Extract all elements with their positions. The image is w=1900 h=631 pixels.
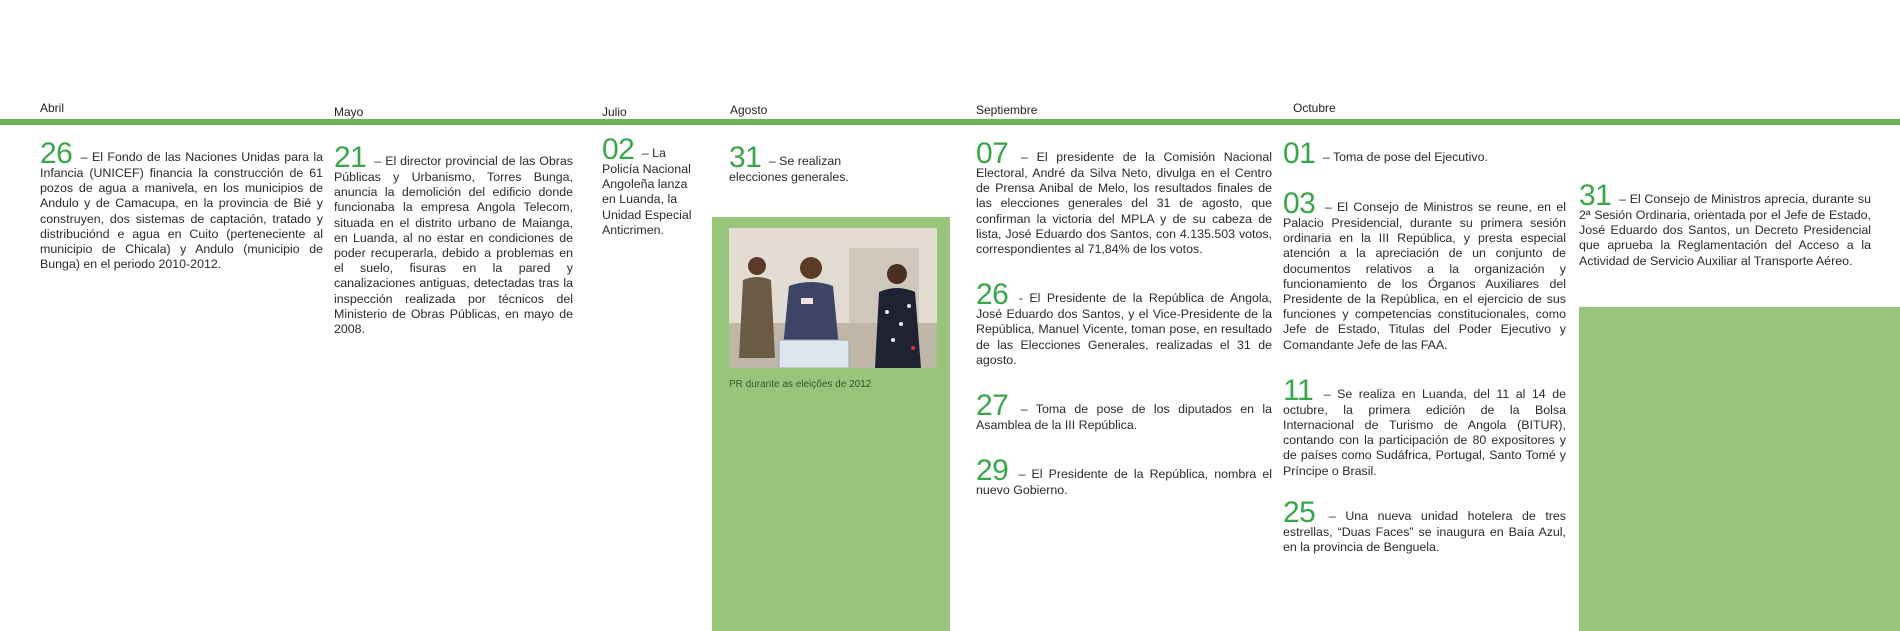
event-text: – Se realizan elecciones generales.	[729, 154, 849, 184]
photo-caption: PR durante as eleições de 2012	[729, 379, 872, 390]
event-text: – El Fondo de las Naciones Unidas para la Infancia (UNICEF) financia la construcción de 61 pozos de agua a manivela, en los municipios de Andulo y de Camacupa, en la provincia de Bié y construyen, dos sistemas de captación, tratado y distribuciónd e agua en Cuito (perteneciente al municipio de Chicala) y Andulo (municipio de Bunga) en el periodo 2010-2012.	[40, 150, 323, 272]
event-entry	[1283, 137, 1566, 170]
event-entry	[602, 133, 702, 238]
column-octubre-b	[1579, 179, 1871, 269]
event-day: 31	[729, 141, 762, 174]
month-octubre: Octubre	[1293, 101, 1336, 115]
event-day: 11	[1283, 373, 1314, 407]
event-text: – Toma de pose del Ejecutivo.	[1322, 150, 1488, 164]
event-text: – El Presidente de la República, nombra el nuevo Gobierno.	[976, 467, 1272, 498]
column-mayo	[334, 141, 573, 337]
election-photo	[729, 228, 937, 368]
column-abril	[40, 137, 323, 272]
event-text: – Se realiza en Luanda, del 11 al 14 de octubre, la primera edición de la Bolsa Internacional de Turismo de Angola (BITUR), contando con la participación de 80 expositores y de países como Sudáfrica, Portugal, Santo Tomé y Príncipe o Brasil.	[1283, 386, 1566, 478]
event-entry	[729, 141, 857, 185]
event-entry	[976, 454, 1272, 498]
event-day: 31	[1579, 179, 1612, 212]
event-entry	[976, 278, 1272, 368]
timeline-rule	[0, 119, 1900, 125]
event-text: – Una nueva unidad hotelera de tres estrellas, “Duas Faces” se inaugura en Baía Azul, en la provincia de Benguela.	[1283, 508, 1566, 555]
event-entry	[1283, 495, 1566, 555]
event-entry	[1283, 373, 1566, 479]
month-mayo: Mayo	[334, 105, 364, 119]
event-text: – La Policía Nacional Angoleña lanza en Luanda, la Unidad Especial Anticrimen.	[602, 146, 692, 237]
event-text: – El presidente de la Comisión Nacional Electoral, André da Silva Neto, divulga en el Centro de Prensa Anibal de Melo, los resultados finales de las elecciones generales del 31 de agosto, que confirman la victoria del MPLA y de su cabeza de lista, José Eduardo dos Santos, con 4.135.503 votos, correspondientes al 71,84% de los votos.	[976, 150, 1272, 257]
event-day: 27	[976, 389, 1009, 423]
election-photo-illustration	[729, 228, 937, 368]
event-day: 26	[976, 278, 1009, 312]
event-day: 21	[334, 141, 367, 174]
event-text: – El Consejo de Ministros aprecia, durante su 2ª Sesión Ordinaria, orientada por el Jefe de Estado, José Eduardo dos Santos, un Decreto Presidencial que aprueba la Reglamentación del Acceso a la Actividad de Servicio Auxiliar al Transporte Aéreo.	[1579, 192, 1871, 268]
event-entry	[1283, 187, 1567, 353]
event-entry	[976, 137, 1272, 257]
event-text: - El Presidente de la República de Angola, José Eduardo dos Santos, y el Vice-Presidente de la República, Manuel Vicente, toman pose, en resultado de las Elecciones Generales, realizadas el 31 de agosto.	[976, 291, 1272, 367]
event-entry	[334, 141, 573, 337]
event-text: – El director provincial de las Obras Públicas y Urbanismo, Torres Bunga, anuncia la demolición del edificio donde funcionaba la empresa Angola Telecom, situada en el distrito urbano de Maianga, en Luanda, al no estar en condiciones de poder recuperarla, debido a problemas en el suelo, fisuras en la pared y canalizaciones antiguas, detectadas tras la inspección realizada por técnicos del Ministerio de Obras Públicas, en mayo de 2008.	[334, 154, 573, 337]
month-agosto: Agosto	[730, 103, 768, 117]
column-agosto	[729, 141, 857, 185]
green-panel-octubre	[1579, 307, 1900, 631]
event-text: – El Consejo de Ministros se reune, en el Palacio Presidencial, durante su primera sesión ordinaria en la III República, y presta especial atención a la apreciación de un conjunto de documentos relativos a la organización y funcionamiento de los Órganos Auxiliares del Presidente de la República, en el ejercicio de sus funciones y competencias constitucionales, como Jefe de Estado, Titulas del Poder Ejecutivo y Comandante Jefe de las FAA.	[1283, 200, 1567, 352]
column-septiembre	[976, 137, 1272, 498]
event-text: – Toma de pose de los diputados en la Asamblea de la III República.	[976, 402, 1272, 433]
event-day: 26	[40, 137, 73, 170]
column-octubre	[1283, 137, 1567, 555]
event-day: 07	[976, 137, 1009, 170]
event-entry	[976, 389, 1272, 433]
month-abril: Abril	[40, 101, 65, 115]
month-julio: Julio	[602, 105, 627, 119]
column-julio	[602, 133, 702, 238]
event-entry	[1579, 179, 1871, 269]
event-day: 01	[1283, 137, 1316, 170]
month-septiembre: Septiembre	[976, 103, 1038, 117]
event-day: 02	[602, 133, 635, 166]
event-day: 25	[1283, 495, 1316, 529]
event-day: 03	[1283, 187, 1316, 220]
event-entry	[40, 137, 323, 272]
event-day: 29	[976, 454, 1009, 488]
